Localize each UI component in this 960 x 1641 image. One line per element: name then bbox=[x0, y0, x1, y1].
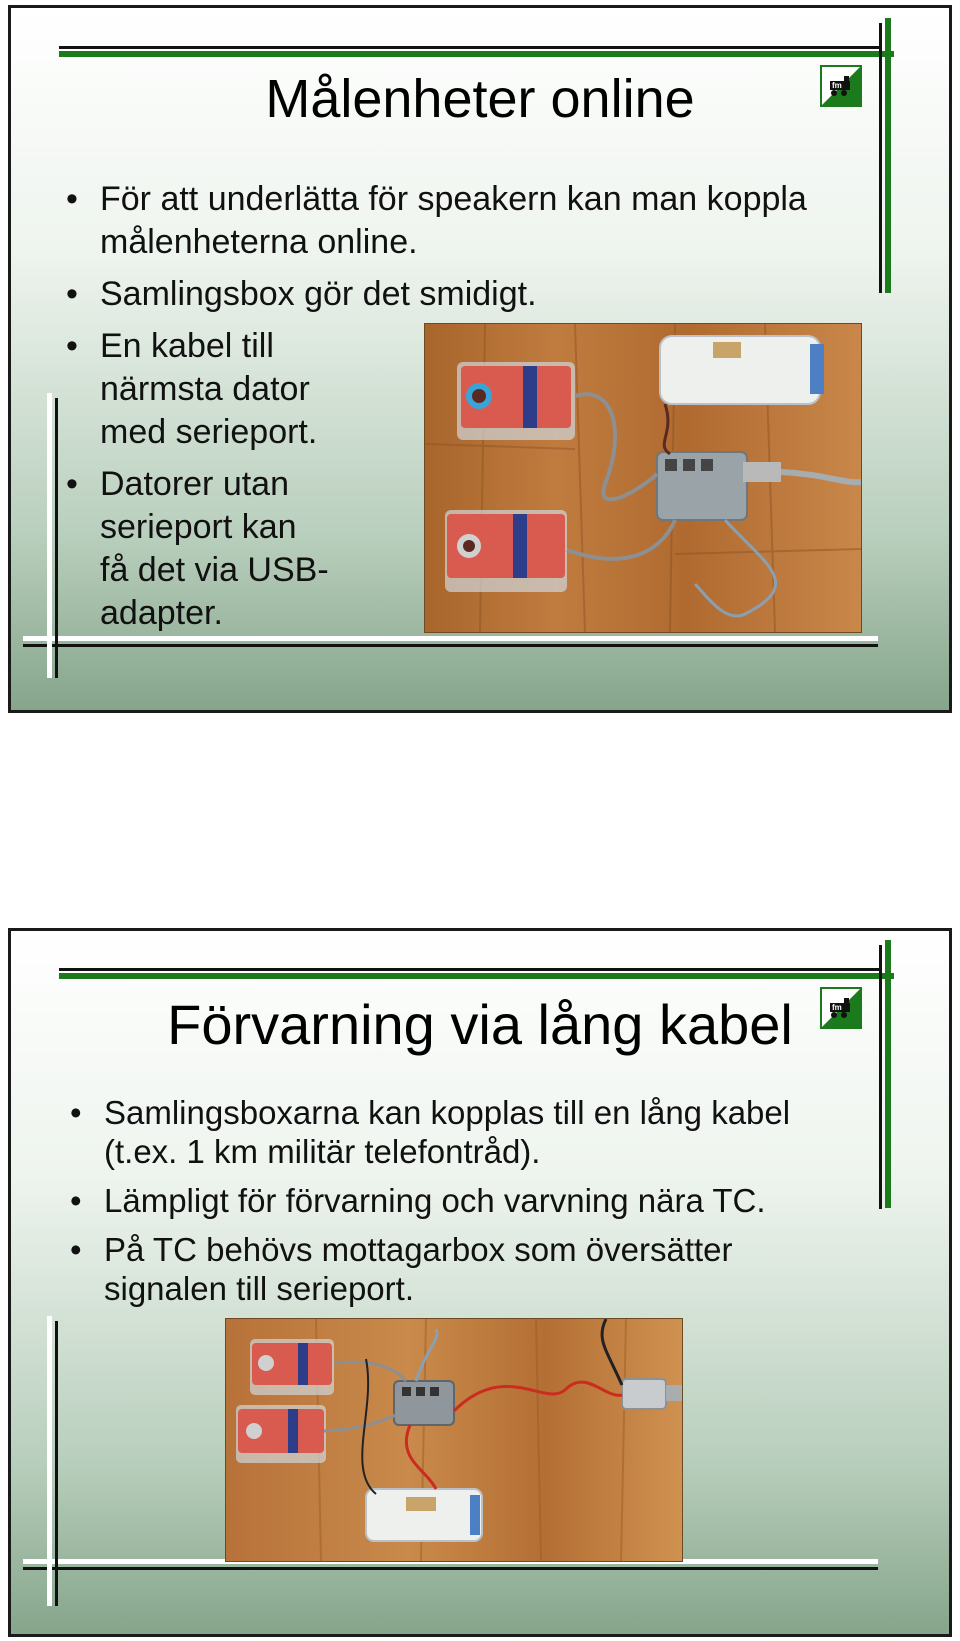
bullet-item: • En kabel till närmsta dator med serieport. bbox=[54, 325, 330, 454]
bullet-item: • Lämpligt för förvarning och varvning nära TC. bbox=[58, 1181, 944, 1220]
bullet-item: • Samlingsbox gör det smidigt. bbox=[54, 273, 860, 316]
top-rule-black bbox=[59, 968, 881, 971]
device-photo bbox=[225, 1318, 683, 1562]
page-title: Målenheter online bbox=[265, 69, 695, 129]
left-rule-black bbox=[55, 1321, 58, 1606]
right-rule-green bbox=[885, 18, 891, 293]
slide-2 bbox=[8, 928, 952, 1637]
left-rule-white bbox=[47, 393, 52, 678]
bullet-item: • För att underlätta för speakern kan man koppla målenheterna online. bbox=[54, 178, 860, 264]
top-rule-green bbox=[59, 973, 894, 979]
bullet-list bbox=[58, 1093, 944, 1318]
bottom-rule-black bbox=[23, 644, 878, 647]
bullet-item: • Datorer utan serieport kan få det via USB-adapter. bbox=[54, 463, 330, 635]
slide-1 bbox=[8, 5, 952, 713]
bullet-item: • På TC behövs mottagarbox som översätter signalen till serieport. bbox=[58, 1230, 824, 1308]
bullet-item: • Samlingsboxarna kan kopplas till en lång kabel (t.ex. 1 km militär telefontråd). bbox=[58, 1093, 824, 1171]
right-rule-black bbox=[879, 23, 882, 293]
page-title: Förvarning via lång kabel bbox=[167, 993, 793, 1056]
top-rule-black bbox=[59, 46, 881, 49]
top-rule-green bbox=[59, 51, 894, 57]
svg-text:fm: fm bbox=[832, 1003, 842, 1012]
device-photo bbox=[424, 323, 862, 633]
bottom-rule-black bbox=[23, 1567, 878, 1570]
left-rule-white bbox=[47, 1316, 52, 1606]
svg-text:fm: fm bbox=[832, 81, 842, 90]
